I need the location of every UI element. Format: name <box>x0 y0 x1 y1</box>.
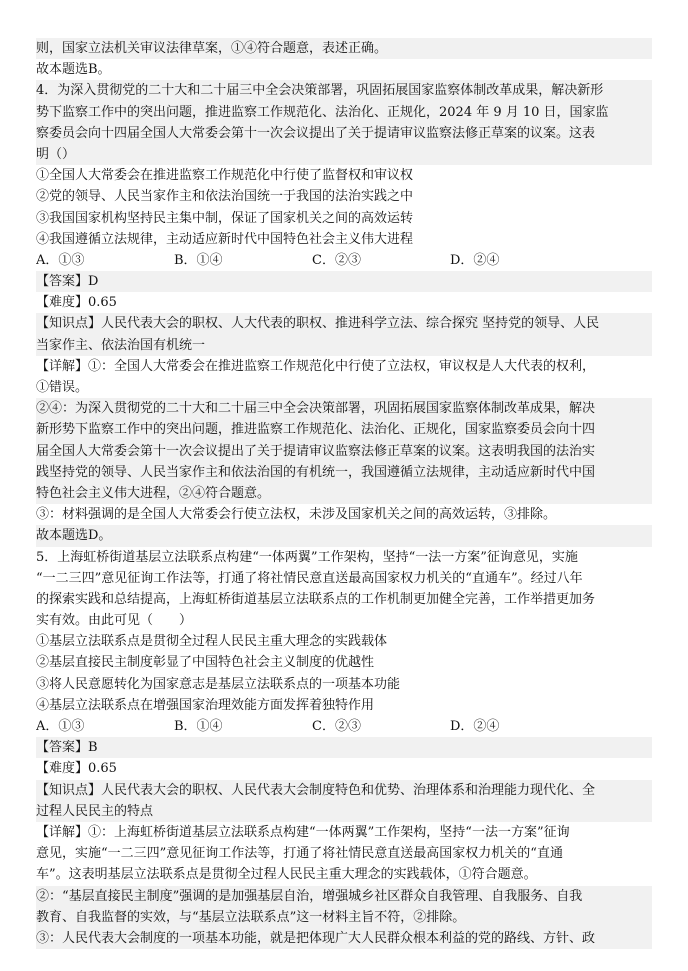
document-page <box>36 38 652 949</box>
text-line: ②党的领导、人民当家作主和依法治国统一于我国的法治实践之中 <box>36 189 414 205</box>
text-line: 过程人民民主的特点 <box>36 801 652 822</box>
option-2: C．②③ <box>312 719 361 734</box>
answer-options <box>36 250 652 271</box>
option-3: D．②④ <box>450 719 500 734</box>
text-line: 势下监察工作中的突出问题，推进监察工作规范化、法治化、正规化，2024 年 9 月 10 日，国家监 <box>36 102 652 123</box>
text-line: ②基层直接民主制度彰显了中国特色社会主义制度的优越性 <box>36 655 375 671</box>
text-line: 教育、自我监督的实效，与“基层立法联系点”这一材料主旨不符，②排除。 <box>36 907 652 928</box>
text-line: 特色社会主义伟大进程，②④符合题意。 <box>36 483 652 504</box>
text-line: ③我国国家机构坚持民主集中制，保证了国家机关之间的高效运转 <box>36 210 414 226</box>
text-line: ①错误。 <box>36 380 89 395</box>
text-line: ③：人民代表大会制度的一项基本功能，就是把体现广大人民群众根本利益的党的路线、方针、政 <box>36 928 652 949</box>
text-line: 【知识点】人民代表大会的职权、人大代表的职权、推进科学立法、综合探究 坚持党的领导、人民 <box>36 313 652 334</box>
text-line: 届全国人大常委会第十一次会议提出了关于提请审议监察法修正草案的议案。这表明我国的法治实 <box>36 441 652 462</box>
text-line: 故本题选B。 <box>36 62 111 78</box>
text-line: ②④：为深入贯彻党的二十大和二十届三中全会决策部署，巩固拓展国家监察体制改革成果，解决 <box>36 398 652 419</box>
text-line: 故本题选D。 <box>36 525 652 546</box>
text-line: “一二三四”意见征询工作法等，打通了将社情民意直送最高国家权力机关的“直通车”。经过八年 <box>36 570 583 586</box>
text-line: 则，国家立法机关审议法律草案，①④符合题意，表述正确。 <box>36 38 652 59</box>
text-line: 明（） <box>36 144 652 165</box>
text-line: ③将人民意愿转化为国家意志是基层立法联系点的一项基本功能 <box>36 676 401 692</box>
text-line: 实有效。由此可见（ ） <box>36 613 193 629</box>
text-line: 察委员会向十四届全国人大常委会第十一次会议提出了关于提请审议监察法修正草案的议案。这表 <box>36 123 652 144</box>
text-line: 5．上海虹桥街道基层立法联系点构建“一体两翼”工作架构，坚持“一法一方案”征询意见，实施 <box>36 549 578 565</box>
text-line: ③：材料强调的是全国人大常委会行使立法权，未涉及国家机关之间的高效运转，③排除。 <box>36 507 557 523</box>
text-line: ①全国人大常委会在推进监察工作规范化中行使了监督权和审议权 <box>36 168 414 184</box>
text-line: 【难度】0.65 <box>36 761 117 777</box>
text-line: ②：“基层直接民主制度”强调的是加强基层自治，增强城乡社区群众自我管理、自我服务、自我 <box>36 886 652 907</box>
text-line: 【难度】0.65 <box>36 295 117 311</box>
option-1: B．①④ <box>174 252 223 268</box>
answer-options <box>36 716 652 737</box>
text-line: 新形势下监察工作中的突出问题，推进监察工作规范化、法治化、正规化，国家监察委员会向十四 <box>36 419 652 440</box>
option-2: C．②③ <box>312 252 361 268</box>
text-line: 【知识点】人民代表大会的职权、人民代表大会制度特色和优势、治理体系和治理能力现代化、全 <box>36 780 652 801</box>
text-line: 意见，实施“一二三四”意见征询工作法等，打通了将社情民意直送最高国家权力机关的“直通 <box>36 846 563 862</box>
text-line: 【详解】①：上海虹桥街道基层立法联系点构建“一体两翼”工作架构，坚持“一法一方案”征询 <box>36 824 570 840</box>
option-1: B．①④ <box>174 719 223 734</box>
text-line: 车”。这表明基层立法联系点是贯彻全过程人民民主重大理念的实践载体，①符合题意。 <box>36 867 537 883</box>
text-line: 【答案】B <box>36 737 652 758</box>
text-line: ④我国遵循立法规律，主动适应新时代中国特色社会主义伟大进程 <box>36 231 414 247</box>
text-line: 4．为深入贯彻党的二十大和二十届三中全会决策部署，巩固拓展国家监察体制改革成果，解决新形 <box>36 80 652 101</box>
option-3: D．②④ <box>450 252 500 268</box>
text-line: 的探索实践和总结提高，上海虹桥街道基层立法联系点的工作机制更加健全完善，工作举措更加务 <box>36 591 596 607</box>
text-line: ①基层立法联系点是贯彻全过程人民民主重大理念的实践载体 <box>36 634 388 650</box>
text-line: ④基层立法联系点在增强国家治理效能方面发挥着独特作用 <box>36 697 375 713</box>
option-0: A．①③ <box>36 252 85 268</box>
text-line: 【答案】D <box>36 271 652 292</box>
text-line: 当家作主、依法治国有机统一 <box>36 335 652 356</box>
text-line: 践坚持党的领导、人民当家作主和依法治国的有机统一，我国遵循立法规律，主动适应新时代中国 <box>36 462 652 483</box>
text-line: 【详解】①：全国人大常委会在推进监察工作规范化中行使了立法权，审议权是人大代表的权利， <box>36 358 596 374</box>
option-0: A．①③ <box>36 719 85 734</box>
